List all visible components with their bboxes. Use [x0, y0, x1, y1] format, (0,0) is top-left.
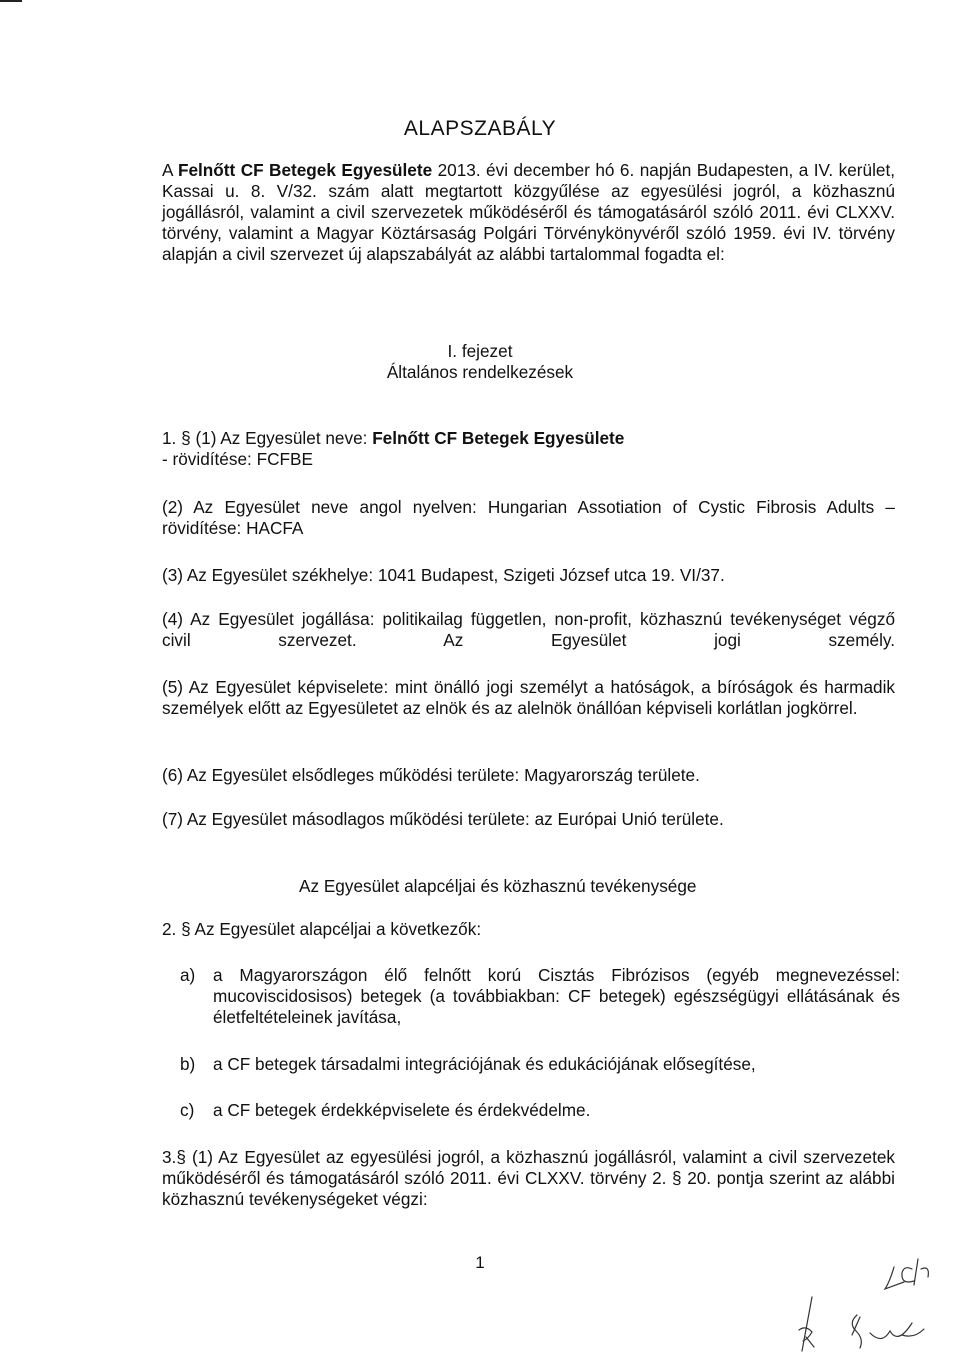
list-item-text: a CF betegek társadalmi integrációjának és edukációjának elősegítése, [213, 1054, 756, 1074]
section1-p1-lead: 1. § (1) Az Egyesület neve: [162, 428, 373, 448]
section1-p3: (3) Az Egyesület székhelye: 1041 Budapest, Szigeti József utca 19. VI/37. [162, 565, 725, 585]
section1-p5: (5) Az Egyesület képviselete: mint önálló jogi személyt a hatóságok, a bíróságok és harmadik személyek előtt az Egyesületet az elnök és az alelnök önállóan képviseli korlátlan jogkörrel. [162, 677, 895, 718]
chapter-number: I. fejezet [447, 341, 513, 361]
section1-p7: (7) Az Egyesület másodlagos működési területe: az Európai Unió területe. [162, 809, 724, 829]
list-item [180, 965, 900, 1028]
list-item-text: a CF betegek érdekképviselete és érdekvédelme. [213, 1100, 591, 1120]
list-item-label: b) [180, 1054, 196, 1074]
intro-pre: A [162, 160, 178, 180]
list-item [180, 1054, 900, 1075]
subheading: Az Egyesület alapcéljai és közhasznú tevékenysége [299, 876, 697, 896]
intro-text: 2013. évi december hó 6. napján Budapesten, a IV. kerület, Kassai u. 8. V/32. szám alatt megtartott közgyűlése az egyesülési jogról, a közhasznú jogállásról, valamint a civil szervezetek működéséről és támogatásáról szóló 2011. évi CLXXV. törvény, valamint a Magyar Köztársaság Polgári Törvénykönyvéről szóló 1959. évi IV. törvény alapján a civil szervezet új alapszabályát az alábbi tartalommal fogadta el: [162, 160, 895, 264]
chapter-title: Általános rendelkezések [386, 362, 574, 382]
section1-abbreviation: - rövidítése: FCFBE [162, 449, 313, 469]
page-number: 1 [475, 1253, 485, 1272]
section3-p1: 3.§ (1) Az Egyesület az egyesülési jogról, a közhasznú jogállásról, valamint a civil szervezetek működéséről és támogatásáról szóló 2011. évi CLXXV. törvény 2. § 20. pontja szerint az alábbi közhasznú tevékenységeket végzi: [162, 1147, 895, 1209]
list-item-label: a) [180, 965, 196, 985]
list-item [180, 1100, 900, 1121]
list-item-label: c) [180, 1100, 195, 1120]
document-title: ALAPSZABÁLY [403, 117, 557, 140]
section2-lead: 2. § Az Egyesület alapcéljai a következők: [162, 919, 482, 939]
section1-p1 [162, 428, 895, 470]
section1-p4: (4) Az Egyesület jogállása: politikailag független, non-profit, közhasznú tevékenységet végző civil szervezet. Az Egyesület jogi személy. [162, 609, 895, 650]
section1-organization-name: Felnőtt CF Betegek Egyesülete [372, 428, 625, 448]
section1-p6: (6) Az Egyesület elsődleges működési területe: Magyarország területe. [162, 765, 700, 785]
intro-paragraph [162, 160, 895, 265]
section1-p2: (2) Az Egyesület neve angol nyelven: Hungarian Assotiation of Cystic Fibrosis Adults – rövidítése: HACFA [162, 497, 895, 538]
scan-corner-mark [0, 0, 22, 8]
organization-name: Felnőtt CF Betegek Egyesülete [177, 160, 433, 180]
handwritten-signatures [790, 1255, 960, 1362]
list-item-text: a Magyarországon élő felnőtt korú Cisztás Fibrózisos (egyéb megnevezéssel: mucoviscidosisos) betegek (a továbbiakban: CF betegek) egészségügyi ellátásának és életfeltételeinek javítása, [213, 965, 900, 1027]
